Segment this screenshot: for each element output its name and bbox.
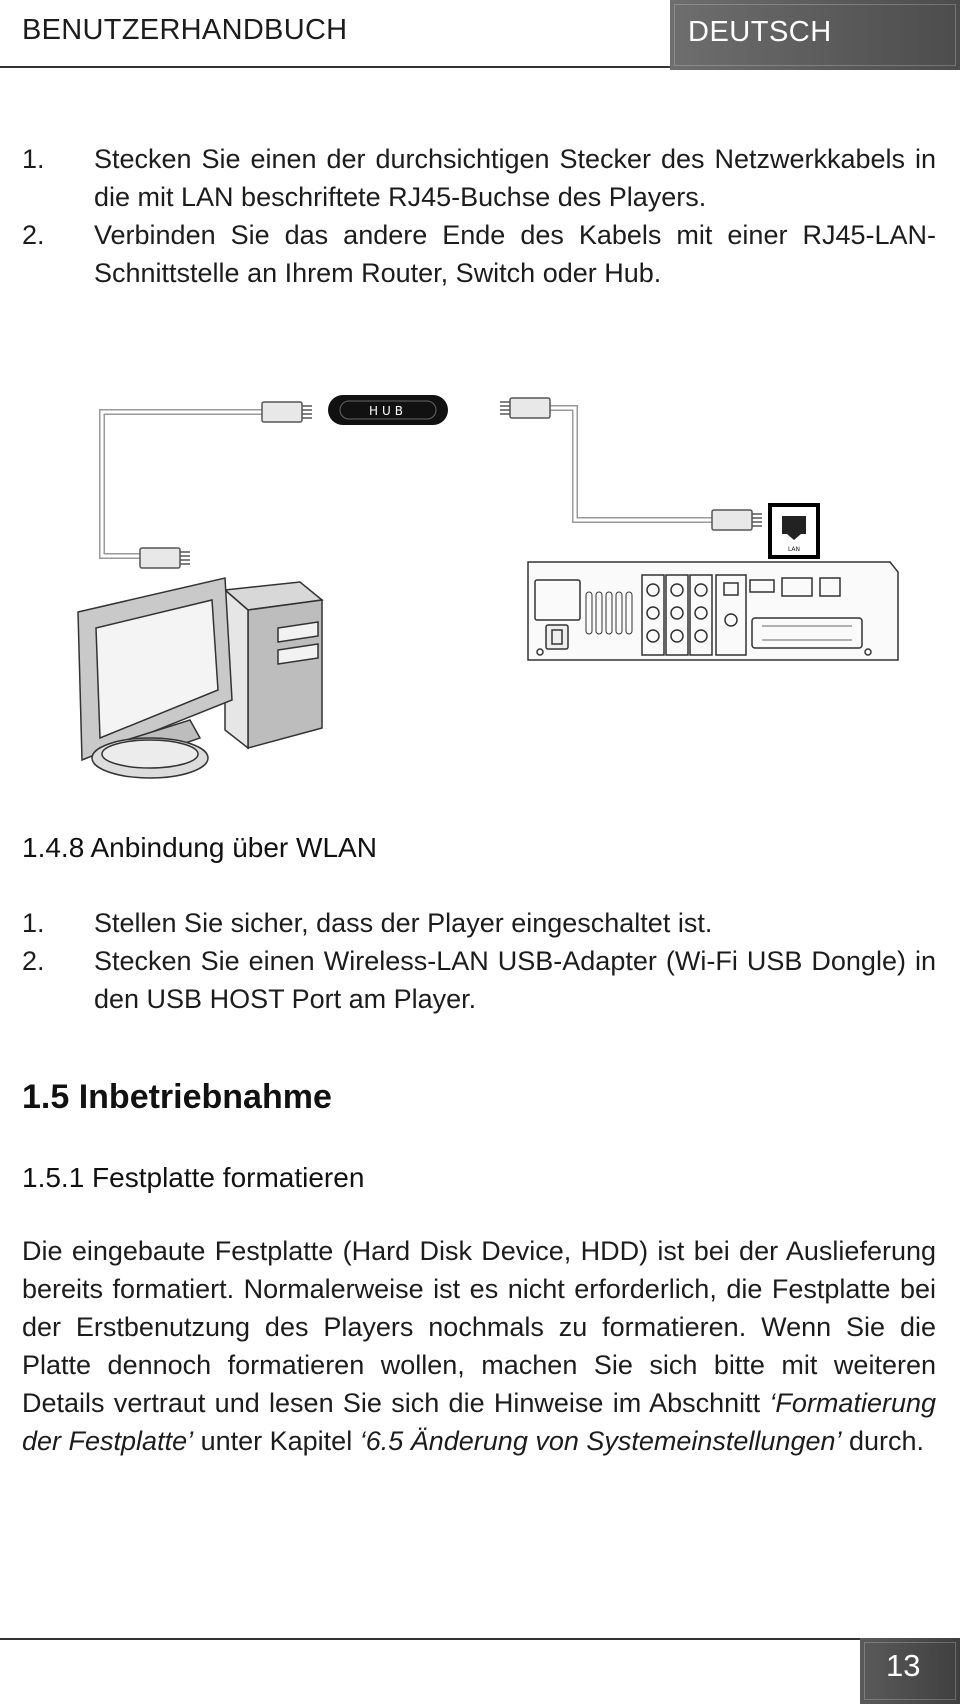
list-item — [22, 942, 936, 1018]
rj45-plug-icon — [262, 402, 312, 422]
cross-reference-link: ‘6.5 Änderung von Systemeinstellungen’ — [359, 1426, 842, 1456]
step-number: 1. — [22, 908, 45, 938]
section-heading-festplatte: 1.5.1 Festplatte formatieren — [22, 1162, 365, 1193]
step-text: Stellen Sie sicher, dass der Player eingeschaltet ist. — [94, 908, 713, 938]
network-connection-diagram — [0, 0, 960, 800]
step-number: 2. — [22, 946, 45, 976]
body-paragraph — [22, 1232, 936, 1460]
step-text: Verbinden Sie das andere Ende des Kabels mit einer RJ45-LAN-Schnittstelle an Ihrem Router, Switch oder Hub. — [94, 220, 936, 288]
page-number-tab — [860, 1638, 960, 1704]
footer-rule — [0, 1638, 860, 1640]
cable-pc-hub — [102, 412, 262, 556]
media-player-rear-panel — [528, 562, 898, 660]
step-number: 2. — [22, 220, 45, 250]
step-text: Stecken Sie einen Wireless-LAN USB-Adapter (Wi-Fi USB Dongle) in den USB HOST Port am Player. — [94, 946, 936, 1014]
cross-reference-link: ‘Formatierung der Festplatte’ — [22, 1388, 936, 1456]
hub-label: HUB — [368, 404, 408, 418]
computer-tower — [225, 582, 322, 748]
computer-monitor — [78, 578, 232, 778]
step-text: Stecken Sie einen der durchsichtigen Stecker des Netzwerkkabels in die mit LAN beschriftete RJ45-Buchse des Players. — [94, 144, 936, 212]
section-heading-inbetriebnahme: 1.5 Inbetriebnahme — [22, 1078, 332, 1116]
step-number: 1. — [22, 144, 45, 174]
lan-port-label: LAN — [787, 546, 801, 553]
paragraph-text: unter Kapitel — [193, 1426, 360, 1456]
header-title: BENUTZERHANDBUCH — [22, 14, 348, 46]
rj45-plug-icon — [500, 398, 550, 418]
paragraph-text: durch. — [841, 1426, 925, 1456]
page-number: 13 — [886, 1648, 921, 1683]
rj45-plug-icon — [140, 548, 190, 568]
rj45-plug-icon — [712, 510, 762, 530]
cable-hub-player — [545, 408, 712, 520]
language-label: DEUTSCH — [688, 16, 832, 48]
section-heading-wlan: 1.4.8 Anbindung über WLAN — [22, 832, 377, 863]
paragraph-text: Die eingebaute Festplatte (Hard Disk Device, HDD) ist bei der Auslieferung bereits formatiert. Normalerweise ist es nicht erforderlich, die Festplatte bei der Erstbenutzung des Players nochmals zu formatieren. Wenn Sie die Platte dennoch formatieren wollen, machen Sie sich bitte mit weiteren Details vertraut und lesen Sie sich die Hinweise im Abschnitt — [22, 1236, 936, 1418]
list-item — [22, 904, 936, 942]
wlan-steps-list — [22, 904, 936, 1018]
